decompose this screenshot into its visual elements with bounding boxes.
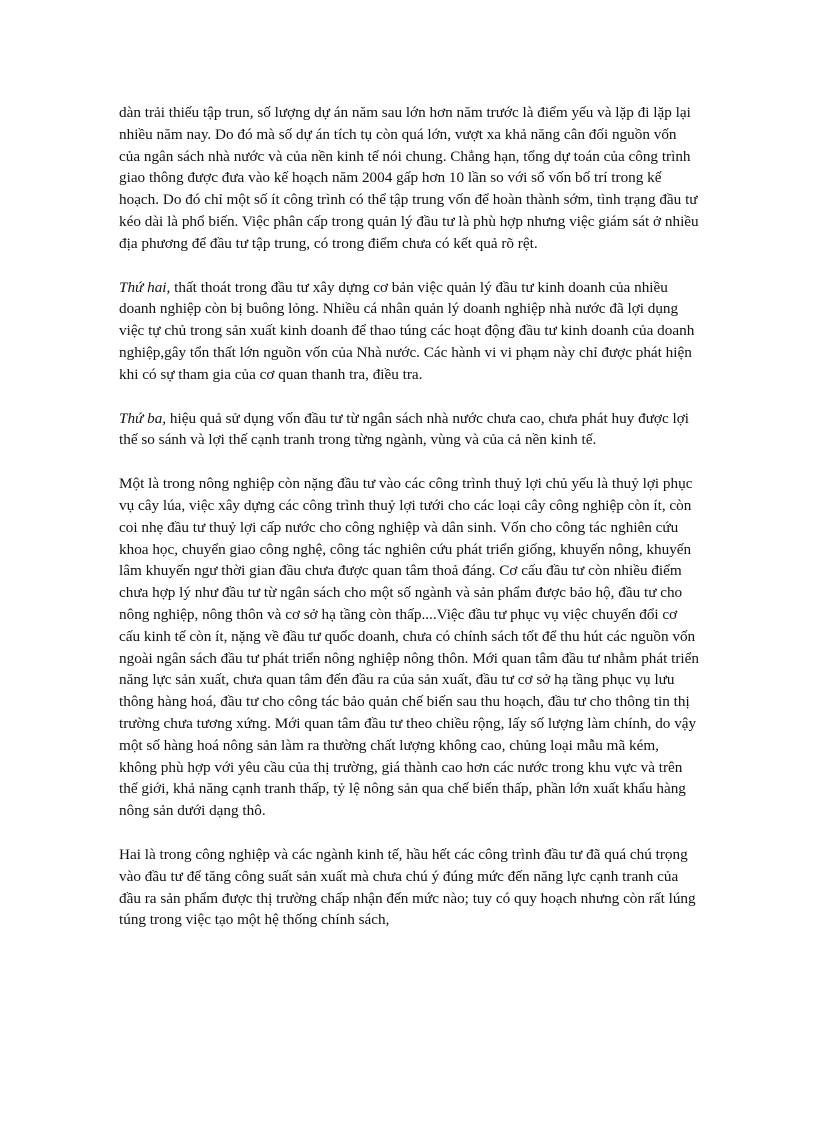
paragraph-mot-la — [119, 473, 699, 822]
paragraph-text: thất thoát trong đầu tư xây dựng cơ bản việc quản lý đầu tư kinh doanh của nhiều doanh nghiệp còn bị buông lỏng. Nhiều cá nhân quản lý doanh nghiệp nhà nước đã lợi dụng việc tự chủ trong sản xuất kinh doanh để thao túng các hoạt động đầu tư kinh doanh của doanh nghiệp,gây tổn thất lớn nguồn vốn của Nhà nước. Các hành vi vi phạm này chỉ được phát hiện khi có sự tham gia của cơ quan thanh tra, điều tra. — [119, 278, 695, 383]
paragraph-text: Một là trong nông nghiệp còn nặng đầu tư vào các công trình thuỷ lợi chủ yếu là thuỷ lợi phục vụ cây lúa, việc xây dựng các công trình thuỷ lợi tưới cho các loại cây công nghiệp còn ít, còn coi nhẹ đầu tư thuỷ lợi cấp nước cho công nghiệp và dân sinh. Vốn cho công tác nghiên cứu khoa học, chuyển giao công nghệ, công tác nghiên cứu phát triển giống, khuyến nông, khuyến lâm khuyến ngư thời gian đầu chưa được quan tâm thoả đáng. Cơ cấu đầu tư còn nhiều điểm chưa hợp lý như đầu tư từ ngân sách cho một số ngành và sản phẩm được bảo hộ, đầu tư cho nông nghiệp, nông thôn và cơ sở hạ tầng còn thấp....Việc đầu tư phục vụ việc chuyển đổi cơ cấu kinh tế còn ít, nặng về đầu tư quốc doanh, chưa có chính sách tốt để thu hút các nguồn vốn ngoài ngân sách đầu tư phát triển nông nghiệp nông thôn. Mới quan tâm đầu tư nhằm phát triển năng lực sản xuất, chưa quan tâm đến đầu ra của sản xuất, đầu tư cơ sở hạ tầng phục vụ lưu thông hàng hoá, đầu tư cho công tác bảo quản chế biến sau thu hoạch, đầu tư cho thông tin thị trường chưa tương xứng. Mới quan tâm đầu tư theo chiều rộng, lấy số lượng làm chính, do vậy một số hàng hoá nông sản làm ra thường chất lượng không cao, chủng loại mẫu mã kém, không phù hợp với yêu cầu của thị trường, giá thành cao hơn các nước trong khu vực và trên thế giới, khả năng cạnh tranh thấp, tỷ lệ nông sản qua chế biến thấp, phần lớn xuất khẩu hàng nông sản dưới dạng thô. — [119, 475, 699, 820]
paragraph-text: Hai là trong công nghiệp và các ngành kinh tế, hầu hết các công trình đầu tư đã quá chú trọng vào đầu tư để tăng công suất sản xuất mà chưa chú ý đúng mức đến năng lực cạnh tranh của đầu ra sản phẩm được thị trường chấp nhận đến mức nào; tuy có quy hoạch nhưng còn rất lúng túng trong việc tạo một hệ thống chính sách, — [119, 845, 696, 929]
paragraph-thu-hai — [119, 277, 699, 386]
paragraph-lead: Thứ ba, — [119, 409, 167, 427]
paragraph-thu-ba — [119, 408, 699, 452]
paragraph-text: dàn trải thiếu tập trun, số lượng dự án năm sau lớn hơn năm trước là điểm yếu và lặp đi lặp lại nhiều năm nay. Do đó mà số dự án tích tụ còn quá lớn, vượt xa khả năng cân đối nguồn vốn của ngân sách nhà nước và của nền kinh tế nói chung. Chẳng hạn, tổng dự toán của công trình giao thông được đưa vào kế hoạch năm 2004 gấp hơn 10 lần so với số vốn bố trí trong kế hoạch. Do đó chỉ một số ít công trình có thể tập trung vốn để hoàn thành sớm, tình trạng đầu tư kéo dài là phổ biến. Việc phân cấp trong quản lý đầu tư là phù hợp nhưng việc giám sát ở nhiều địa phương để đầu tư tập trung, có trong điểm chưa có kết quả rõ rệt. — [119, 104, 699, 252]
paragraph-text: hiệu quả sử dụng vốn đầu tư từ ngân sách nhà nước chưa cao, chưa phát huy được lợi thế so sánh và lợi thế cạnh tranh trong từng ngành, vùng và của cả nền kinh tế. — [119, 409, 689, 449]
paragraph-hai-la — [119, 844, 699, 931]
paragraph-lead: Thứ hai, — [119, 278, 171, 296]
document-body — [119, 102, 699, 953]
paragraph-intro — [119, 102, 699, 255]
